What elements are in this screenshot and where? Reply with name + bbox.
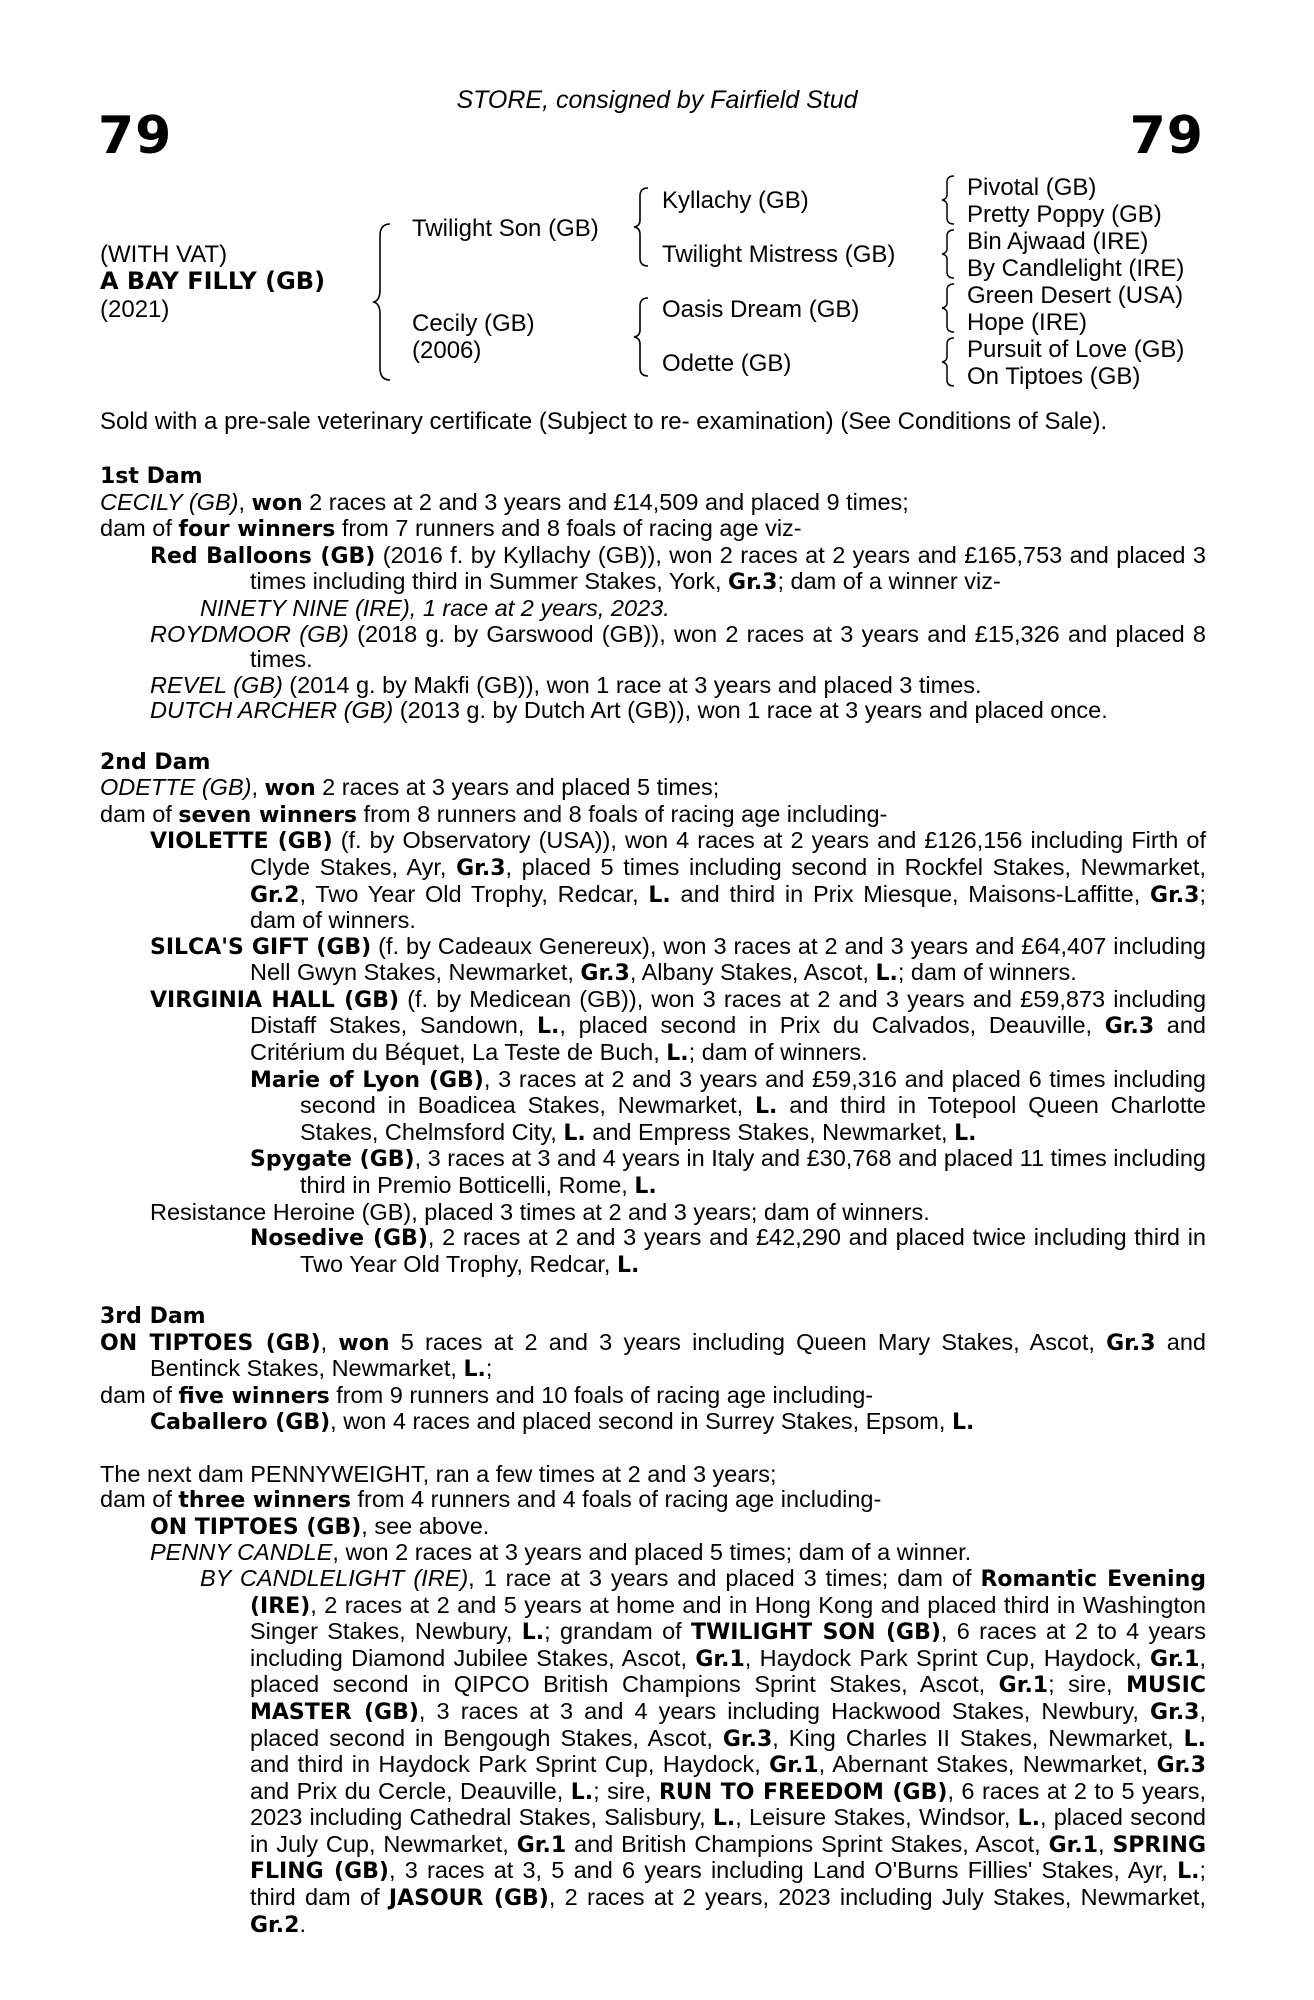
- lot-number-left: 79: [98, 106, 173, 166]
- sire-brace: [632, 186, 652, 268]
- second-dam-record: ODETTE (GB), won 2 races at 3 years and placed 5 times;: [100, 774, 720, 802]
- produce-nosedive: Nosedive (GB), 2 races at 2 and 3 years and £42,290 and placed twice including third in Two Year Old Trophy, Redcar, L.: [250, 1224, 1206, 1278]
- produce-dutch-archer: DUTCH ARCHER (GB) (2013 g. by Dutch Art (GB)), won 1 race at 3 years and placed once.: [150, 697, 1108, 724]
- first-dam-heading: 1st Dam: [100, 464, 203, 489]
- dam-year: (2006): [412, 337, 482, 364]
- grandsire-2: Oasis Dream (GB): [662, 296, 860, 323]
- produce-revel: REVEL (GB) (2014 g. by Makfi (GB)), won 1 race at 3 years and placed 3 times.: [150, 671, 982, 698]
- first-dam-record: CECILY (GB), won 2 races at 2 and 3 years and £14,509 and placed 9 times;: [100, 488, 909, 516]
- great-brace-4: [940, 336, 958, 388]
- produce-resistance-heroine: Resistance Heroine (GB), placed 3 times at 2 and 3 years; dam of winners.: [150, 1198, 930, 1225]
- great-brace-1: [940, 174, 958, 226]
- produce-caballero: Caballero (GB), won 4 races and placed second in Surrey Stakes, Epsom, L.: [150, 1408, 975, 1436]
- horse-year: (2021): [100, 296, 170, 323]
- won-label: won: [251, 490, 303, 516]
- produce-red-balloons: Red Balloons (GB) (2016 f. by Kyllachy (GB)), won 2 races at 2 years and £165,753 and placed 3 times including third in Summer Stakes, York, Gr.3; dam of a winner viz-: [150, 541, 1206, 596]
- great-grand-2: Pretty Poppy (GB): [967, 201, 1162, 228]
- vat-label: (WITH VAT): [100, 241, 228, 268]
- next-dam-produce: dam of three winners from 4 runners and 4 foals of racing age including-: [100, 1486, 882, 1514]
- produce-virginia-hall: VIRGINIA HALL (GB) (f. by Medicean (GB)), won 3 races at 2 and 3 years and £59,873 including Distaff Stakes, Sandown, L., placed second in Prix du Calvados, Deauville, Gr.3 and Critérium du Béquet, La Teste de Buch, L.; dam of winners.: [150, 985, 1207, 1067]
- vet-certificate-note: Sold with a pre-sale veterinary certificate (Subject to re- examination) (See Conditions of Sale).: [100, 408, 1108, 435]
- produce-penny-candle: PENNY CANDLE, won 2 races at 3 years and placed 5 times; dam of a winner.: [150, 1539, 972, 1566]
- third-dam-heading: 3rd Dam: [100, 1304, 206, 1329]
- grandsire-1: Kyllachy (GB): [662, 187, 809, 214]
- great-grand-6: Hope (IRE): [967, 309, 1088, 336]
- granddam-2: Odette (GB): [662, 350, 792, 377]
- dam-name: Cecily (GB): [412, 310, 535, 337]
- great-grand-5: Green Desert (USA): [967, 282, 1184, 309]
- next-dam-intro: The next dam PENNYWEIGHT, ran a few times at 2 and 3 years;: [100, 1460, 777, 1487]
- third-dam-produce: dam of five winners from 9 runners and 10 foals of racing age including-: [100, 1381, 874, 1409]
- catalogue-text: [100, 464, 1206, 1938]
- great-brace-3: [940, 282, 958, 334]
- produce-on-tiptoes: ON TIPTOES (GB), see above.: [150, 1512, 490, 1540]
- horse-brace: [372, 222, 396, 382]
- produce-by-candlelight: BY CANDLELIGHT (IRE), 1 race at 3 years and placed 3 times; dam of Romantic Evening (IRE), 2 races at 2 and 5 years at home and in Hong Kong and placed third in Washington Singer Stakes, Newbury, L.; grandam of TWILIGHT SON (GB), 6 races at 2 to 4 years including Diamond Jubilee Stakes, Ascot, Gr.1, Haydock Park Sprint Cup, Haydock, Gr.1, placed second in QIPCO British Champions Sprint Stakes, Ascot, Gr.1; sire, MUSIC MASTER (GB), 3 races at 3 and 4 years including Hackwood Stakes, Newbury, Gr.3, placed second in Bengough Stakes, Ascot, Gr.3, King Charles II Stakes, Newmarket, L. and third in Haydock Park Sprint Cup, Haydock, Gr.1, Abernant Stakes, Newmarket, Gr.3 and Prix du Cercle, Deauville, L.; sire, RUN TO FREEDOM (GB), 6 races at 2 to 5 years, 2023 including Cathedral Stakes, Salisbury, L., Leisure Stakes, Windsor, L., placed second in July Cup, Newmarket, Gr.1 and British Champions Sprint Stakes, Ascot, Gr.1, SPRING FLING (GB), 3 races at 3, 5 and 6 years including Land O'Burns Fillies' Stakes, Ayr, L.; third dam of JASOUR (GB), 2 races at 2 years, 2023 including July Stakes, Newmarket, Gr.2.: [200, 1564, 1207, 1938]
- great-grand-4: By Candlelight (IRE): [967, 255, 1185, 282]
- produce-marie-of-lyon: Marie of Lyon (GB), 3 races at 2 and 3 years and £59,316 and placed 6 times including second in Boadicea Stakes, Newmarket, L. and third in Totepool Queen Charlotte Stakes, Chelmsford City, L. and Empress Stakes, Newmarket, L.: [250, 1065, 1206, 1146]
- dam-brace: [632, 296, 652, 378]
- first-dam-produce: dam of four winners from 7 runners and 8 foals of racing age viz-: [100, 515, 802, 543]
- great-grand-1: Pivotal (GB): [967, 174, 1097, 201]
- first-dam-name: CECILY (GB): [100, 488, 239, 515]
- great-grand-7: Pursuit of Love (GB): [967, 336, 1185, 363]
- produce-silcas-gift: SILCA'S GIFT (GB) (f. by Cadeaux Genereux), won 3 races at 2 and 3 years and £64,407 including Nell Gwyn Stakes, Newmarket, Gr.3, Albany Stakes, Ascot, L.; dam of winners.: [150, 932, 1206, 987]
- second-dam-heading: 2nd Dam: [100, 749, 211, 775]
- great-grand-8: On Tiptoes (GB): [967, 363, 1141, 390]
- great-grand-3: Bin Ajwaad (IRE): [967, 228, 1149, 255]
- produce-violette: VIOLETTE (GB) (f. by Observatory (USA)), won 4 races at 2 years and £126,156 including Firth of Clyde Stakes, Ayr, Gr.3, placed 5 times including second in Rockfel Stakes, Newmarket, Gr.2, Two Year Old Trophy, Redcar, L. and third in Prix Miesque, Maisons-Laffitte, Gr.3; dam of winners.: [150, 827, 1206, 934]
- winners-count: four winners: [178, 517, 336, 543]
- produce-roydmoor: ROYDMOOR (GB) (2018 g. by Garswood (GB)), won 2 races at 3 years and £15,326 and placed 8 times.: [150, 620, 1207, 673]
- great-brace-2: [940, 228, 958, 280]
- sire-name: Twilight Son (GB): [412, 215, 599, 242]
- lot-number-right: 79: [1129, 106, 1204, 166]
- second-dam-produce: dam of seven winners from 8 runners and 8 foals of racing age including-: [100, 800, 888, 828]
- produce-ninety-nine: NINETY NINE (IRE), 1 race at 2 years, 2023.: [200, 594, 670, 621]
- consignor-line: STORE, consigned by Fairfield Stud: [456, 86, 858, 114]
- horse-name: A BAY FILLY (GB): [100, 267, 326, 295]
- third-dam-record: ON TIPTOES (GB), won 5 races at 2 and 3 years including Queen Mary Stakes, Ascot, Gr.3 and Bentinck Stakes, Newmarket, L.;: [100, 1328, 1206, 1383]
- granddam-1: Twilight Mistress (GB): [662, 241, 896, 268]
- produce-spygate: Spygate (GB), 3 races at 3 and 4 years in Italy and £30,768 and placed 11 times including third in Premio Botticelli, Rome, L.: [250, 1145, 1206, 1200]
